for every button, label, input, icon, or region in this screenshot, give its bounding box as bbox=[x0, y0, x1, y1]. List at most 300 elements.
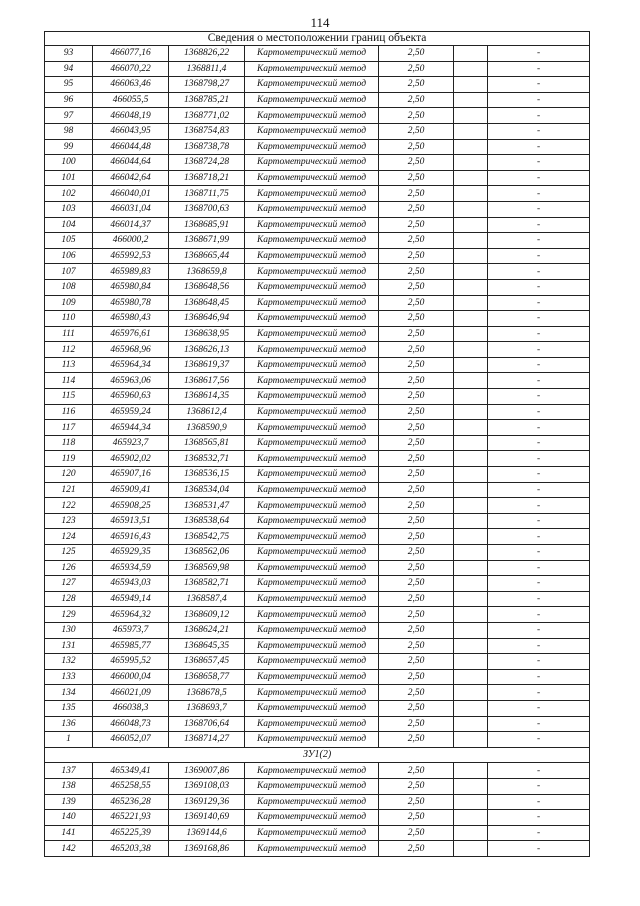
y-coordinate-cell: 1368771,02 bbox=[169, 108, 245, 124]
accuracy-cell: 2,50 bbox=[379, 560, 454, 576]
method-cell: Картометрический метод bbox=[245, 576, 379, 592]
note-cell: - bbox=[488, 420, 590, 436]
note-cell: - bbox=[488, 373, 590, 389]
table-row bbox=[45, 170, 590, 186]
point-number-cell: 122 bbox=[45, 498, 93, 514]
note-cell: - bbox=[488, 170, 590, 186]
extra-cell bbox=[454, 794, 488, 810]
table-row bbox=[45, 607, 590, 623]
note-cell: - bbox=[488, 326, 590, 342]
note-cell: - bbox=[488, 92, 590, 108]
y-coordinate-cell: 1368638,95 bbox=[169, 326, 245, 342]
note-cell: - bbox=[488, 529, 590, 545]
x-coordinate-cell: 465258,55 bbox=[93, 778, 169, 794]
extra-cell bbox=[454, 108, 488, 124]
table-row bbox=[45, 498, 590, 514]
method-cell: Картометрический метод bbox=[245, 716, 379, 732]
point-number-cell: 137 bbox=[45, 763, 93, 779]
accuracy-cell: 2,50 bbox=[379, 794, 454, 810]
y-coordinate-cell: 1368706,64 bbox=[169, 716, 245, 732]
y-coordinate-cell: 1368657,45 bbox=[169, 654, 245, 670]
extra-cell bbox=[454, 77, 488, 93]
y-coordinate-cell: 1368624,21 bbox=[169, 622, 245, 638]
x-coordinate-cell: 466063,46 bbox=[93, 77, 169, 93]
y-coordinate-cell: 1368648,56 bbox=[169, 279, 245, 295]
y-coordinate-cell: 1368542,75 bbox=[169, 529, 245, 545]
x-coordinate-cell: 465992,53 bbox=[93, 248, 169, 264]
extra-cell bbox=[454, 467, 488, 483]
extra-cell bbox=[454, 451, 488, 467]
boundary-table-body bbox=[45, 32, 590, 857]
method-cell: Картометрический метод bbox=[245, 186, 379, 202]
y-coordinate-cell: 1368538,64 bbox=[169, 513, 245, 529]
method-cell: Картометрический метод bbox=[245, 654, 379, 670]
x-coordinate-cell: 466052,07 bbox=[93, 732, 169, 748]
method-cell: Картометрический метод bbox=[245, 139, 379, 155]
x-coordinate-cell: 465995,52 bbox=[93, 654, 169, 670]
section-label: ЗУ1(2) bbox=[45, 747, 590, 763]
point-number-cell: 116 bbox=[45, 404, 93, 420]
point-number-cell: 111 bbox=[45, 326, 93, 342]
y-coordinate-cell: 1368569,98 bbox=[169, 560, 245, 576]
y-coordinate-cell: 1368785,21 bbox=[169, 92, 245, 108]
x-coordinate-cell: 465923,7 bbox=[93, 435, 169, 451]
y-coordinate-cell: 1369144,6 bbox=[169, 825, 245, 841]
extra-cell bbox=[454, 498, 488, 514]
section-row bbox=[45, 747, 590, 763]
extra-cell bbox=[454, 825, 488, 841]
method-cell: Картометрический метод bbox=[245, 326, 379, 342]
extra-cell bbox=[454, 716, 488, 732]
extra-cell bbox=[454, 435, 488, 451]
table-row bbox=[45, 357, 590, 373]
y-coordinate-cell: 1368612,4 bbox=[169, 404, 245, 420]
boundary-table bbox=[44, 31, 590, 857]
point-number-cell: 100 bbox=[45, 155, 93, 171]
accuracy-cell: 2,50 bbox=[379, 498, 454, 514]
accuracy-cell: 2,50 bbox=[379, 778, 454, 794]
extra-cell bbox=[454, 279, 488, 295]
y-coordinate-cell: 1368587,4 bbox=[169, 591, 245, 607]
note-cell: - bbox=[488, 700, 590, 716]
page-number: 114 bbox=[310, 15, 330, 30]
y-coordinate-cell: 1369007,86 bbox=[169, 763, 245, 779]
y-coordinate-cell: 1368798,27 bbox=[169, 77, 245, 93]
extra-cell bbox=[454, 61, 488, 77]
x-coordinate-cell: 465934,59 bbox=[93, 560, 169, 576]
y-coordinate-cell: 1368532,71 bbox=[169, 451, 245, 467]
note-cell: - bbox=[488, 576, 590, 592]
method-cell: Картометрический метод bbox=[245, 560, 379, 576]
point-number-cell: 121 bbox=[45, 482, 93, 498]
accuracy-cell: 2,50 bbox=[379, 61, 454, 77]
accuracy-cell: 2,50 bbox=[379, 155, 454, 171]
method-cell: Картометрический метод bbox=[245, 389, 379, 405]
extra-cell bbox=[454, 700, 488, 716]
method-cell: Картометрический метод bbox=[245, 342, 379, 358]
y-coordinate-cell: 1368754,83 bbox=[169, 123, 245, 139]
note-cell: - bbox=[488, 108, 590, 124]
extra-cell bbox=[454, 357, 488, 373]
note-cell: - bbox=[488, 685, 590, 701]
accuracy-cell: 2,50 bbox=[379, 591, 454, 607]
y-coordinate-cell: 1368565,81 bbox=[169, 435, 245, 451]
y-coordinate-cell: 1368648,45 bbox=[169, 295, 245, 311]
accuracy-cell: 2,50 bbox=[379, 373, 454, 389]
table-row bbox=[45, 467, 590, 483]
table-row bbox=[45, 264, 590, 280]
table-row bbox=[45, 685, 590, 701]
table-row bbox=[45, 311, 590, 327]
extra-cell bbox=[454, 248, 488, 264]
x-coordinate-cell: 465236,28 bbox=[93, 794, 169, 810]
extra-cell bbox=[454, 233, 488, 249]
table-row bbox=[45, 389, 590, 405]
table-title-row bbox=[45, 32, 590, 46]
note-cell: - bbox=[488, 264, 590, 280]
point-number-cell: 123 bbox=[45, 513, 93, 529]
y-coordinate-cell: 1369168,86 bbox=[169, 841, 245, 857]
method-cell: Картометрический метод bbox=[245, 435, 379, 451]
note-cell: - bbox=[488, 607, 590, 623]
method-cell: Картометрический метод bbox=[245, 311, 379, 327]
note-cell: - bbox=[488, 794, 590, 810]
extra-cell bbox=[454, 763, 488, 779]
point-number-cell: 126 bbox=[45, 560, 93, 576]
method-cell: Картометрический метод bbox=[245, 841, 379, 857]
method-cell: Картометрический метод bbox=[245, 108, 379, 124]
note-cell: - bbox=[488, 248, 590, 264]
accuracy-cell: 2,50 bbox=[379, 357, 454, 373]
note-cell: - bbox=[488, 201, 590, 217]
accuracy-cell: 2,50 bbox=[379, 576, 454, 592]
x-coordinate-cell: 465980,78 bbox=[93, 295, 169, 311]
point-number-cell: 130 bbox=[45, 622, 93, 638]
point-number-cell: 125 bbox=[45, 545, 93, 561]
table-row bbox=[45, 513, 590, 529]
accuracy-cell: 2,50 bbox=[379, 248, 454, 264]
x-coordinate-cell: 466014,37 bbox=[93, 217, 169, 233]
method-cell: Картометрический метод bbox=[245, 467, 379, 483]
method-cell: Картометрический метод bbox=[245, 513, 379, 529]
table-row bbox=[45, 529, 590, 545]
method-cell: Картометрический метод bbox=[245, 451, 379, 467]
x-coordinate-cell: 465913,51 bbox=[93, 513, 169, 529]
table-row bbox=[45, 201, 590, 217]
x-coordinate-cell: 465976,61 bbox=[93, 326, 169, 342]
point-number-cell: 102 bbox=[45, 186, 93, 202]
note-cell: - bbox=[488, 810, 590, 826]
table-row bbox=[45, 778, 590, 794]
accuracy-cell: 2,50 bbox=[379, 451, 454, 467]
extra-cell bbox=[454, 201, 488, 217]
y-coordinate-cell: 1368665,44 bbox=[169, 248, 245, 264]
extra-cell bbox=[454, 311, 488, 327]
extra-cell bbox=[454, 155, 488, 171]
extra-cell bbox=[454, 669, 488, 685]
method-cell: Картометрический метод bbox=[245, 529, 379, 545]
y-coordinate-cell: 1368724,28 bbox=[169, 155, 245, 171]
x-coordinate-cell: 466043,95 bbox=[93, 123, 169, 139]
note-cell: - bbox=[488, 342, 590, 358]
y-coordinate-cell: 1368671,99 bbox=[169, 233, 245, 249]
table-row bbox=[45, 233, 590, 249]
x-coordinate-cell: 466040,01 bbox=[93, 186, 169, 202]
x-coordinate-cell: 466055,5 bbox=[93, 92, 169, 108]
accuracy-cell: 2,50 bbox=[379, 545, 454, 561]
accuracy-cell: 2,50 bbox=[379, 638, 454, 654]
note-cell: - bbox=[488, 732, 590, 748]
note-cell: - bbox=[488, 123, 590, 139]
table-row bbox=[45, 295, 590, 311]
table-row bbox=[45, 92, 590, 108]
extra-cell bbox=[454, 482, 488, 498]
extra-cell bbox=[454, 685, 488, 701]
accuracy-cell: 2,50 bbox=[379, 186, 454, 202]
point-number-cell: 141 bbox=[45, 825, 93, 841]
x-coordinate-cell: 465968,96 bbox=[93, 342, 169, 358]
table-row bbox=[45, 217, 590, 233]
point-number-cell: 106 bbox=[45, 248, 93, 264]
note-cell: - bbox=[488, 545, 590, 561]
extra-cell bbox=[454, 591, 488, 607]
accuracy-cell: 2,50 bbox=[379, 264, 454, 280]
x-coordinate-cell: 465973,7 bbox=[93, 622, 169, 638]
table-row bbox=[45, 46, 590, 62]
note-cell: - bbox=[488, 669, 590, 685]
accuracy-cell: 2,50 bbox=[379, 389, 454, 405]
table-row bbox=[45, 373, 590, 389]
y-coordinate-cell: 1368685,91 bbox=[169, 217, 245, 233]
extra-cell bbox=[454, 170, 488, 186]
point-number-cell: 142 bbox=[45, 841, 93, 857]
y-coordinate-cell: 1368738,78 bbox=[169, 139, 245, 155]
method-cell: Картометрический метод bbox=[245, 295, 379, 311]
extra-cell bbox=[454, 841, 488, 857]
method-cell: Картометрический метод bbox=[245, 373, 379, 389]
extra-cell bbox=[454, 46, 488, 62]
y-coordinate-cell: 1368693,7 bbox=[169, 700, 245, 716]
extra-cell bbox=[454, 420, 488, 436]
x-coordinate-cell: 466048,73 bbox=[93, 716, 169, 732]
accuracy-cell: 2,50 bbox=[379, 279, 454, 295]
table-row bbox=[45, 279, 590, 295]
extra-cell bbox=[454, 607, 488, 623]
accuracy-cell: 2,50 bbox=[379, 607, 454, 623]
method-cell: Картометрический метод bbox=[245, 46, 379, 62]
x-coordinate-cell: 466021,09 bbox=[93, 685, 169, 701]
y-coordinate-cell: 1368645,35 bbox=[169, 638, 245, 654]
x-coordinate-cell: 466044,48 bbox=[93, 139, 169, 155]
point-number-cell: 115 bbox=[45, 389, 93, 405]
method-cell: Картометрический метод bbox=[245, 591, 379, 607]
table-row bbox=[45, 451, 590, 467]
note-cell: - bbox=[488, 622, 590, 638]
method-cell: Картометрический метод bbox=[245, 201, 379, 217]
method-cell: Картометрический метод bbox=[245, 248, 379, 264]
method-cell: Картометрический метод bbox=[245, 685, 379, 701]
note-cell: - bbox=[488, 404, 590, 420]
extra-cell bbox=[454, 123, 488, 139]
x-coordinate-cell: 465907,16 bbox=[93, 467, 169, 483]
accuracy-cell: 2,50 bbox=[379, 810, 454, 826]
table-row bbox=[45, 576, 590, 592]
point-number-cell: 110 bbox=[45, 311, 93, 327]
point-number-cell: 136 bbox=[45, 716, 93, 732]
accuracy-cell: 2,50 bbox=[379, 404, 454, 420]
accuracy-cell: 2,50 bbox=[379, 700, 454, 716]
note-cell: - bbox=[488, 311, 590, 327]
accuracy-cell: 2,50 bbox=[379, 342, 454, 358]
point-number-cell: 124 bbox=[45, 529, 93, 545]
y-coordinate-cell: 1369140,69 bbox=[169, 810, 245, 826]
method-cell: Картометрический метод bbox=[245, 545, 379, 561]
y-coordinate-cell: 1368826,22 bbox=[169, 46, 245, 62]
accuracy-cell: 2,50 bbox=[379, 513, 454, 529]
accuracy-cell: 2,50 bbox=[379, 217, 454, 233]
y-coordinate-cell: 1368619,37 bbox=[169, 357, 245, 373]
extra-cell bbox=[454, 342, 488, 358]
x-coordinate-cell: 465916,43 bbox=[93, 529, 169, 545]
accuracy-cell: 2,50 bbox=[379, 108, 454, 124]
accuracy-cell: 2,50 bbox=[379, 123, 454, 139]
extra-cell bbox=[454, 732, 488, 748]
method-cell: Картометрический метод bbox=[245, 482, 379, 498]
method-cell: Картометрический метод bbox=[245, 233, 379, 249]
table-row bbox=[45, 638, 590, 654]
table-row bbox=[45, 326, 590, 342]
point-number-cell: 138 bbox=[45, 778, 93, 794]
method-cell: Картометрический метод bbox=[245, 92, 379, 108]
x-coordinate-cell: 465944,34 bbox=[93, 420, 169, 436]
accuracy-cell: 2,50 bbox=[379, 669, 454, 685]
accuracy-cell: 2,50 bbox=[379, 763, 454, 779]
method-cell: Картометрический метод bbox=[245, 669, 379, 685]
table-row bbox=[45, 123, 590, 139]
y-coordinate-cell: 1368646,94 bbox=[169, 311, 245, 327]
point-number-cell: 134 bbox=[45, 685, 93, 701]
method-cell: Картометрический метод bbox=[245, 732, 379, 748]
extra-cell bbox=[454, 264, 488, 280]
point-number-cell: 119 bbox=[45, 451, 93, 467]
extra-cell bbox=[454, 622, 488, 638]
point-number-cell: 114 bbox=[45, 373, 93, 389]
note-cell: - bbox=[488, 389, 590, 405]
extra-cell bbox=[454, 513, 488, 529]
note-cell: - bbox=[488, 186, 590, 202]
accuracy-cell: 2,50 bbox=[379, 77, 454, 93]
note-cell: - bbox=[488, 435, 590, 451]
table-row bbox=[45, 654, 590, 670]
table-row bbox=[45, 108, 590, 124]
table-title: Сведения о местоположении границ объекта bbox=[45, 32, 590, 46]
method-cell: Картометрический метод bbox=[245, 778, 379, 794]
y-coordinate-cell: 1368534,04 bbox=[169, 482, 245, 498]
method-cell: Картометрический метод bbox=[245, 420, 379, 436]
table-row bbox=[45, 420, 590, 436]
table-row bbox=[45, 155, 590, 171]
method-cell: Картометрический метод bbox=[245, 638, 379, 654]
note-cell: - bbox=[488, 560, 590, 576]
y-coordinate-cell: 1368711,75 bbox=[169, 186, 245, 202]
point-number-cell: 140 bbox=[45, 810, 93, 826]
table-row bbox=[45, 622, 590, 638]
y-coordinate-cell: 1368614,35 bbox=[169, 389, 245, 405]
note-cell: - bbox=[488, 825, 590, 841]
note-cell: - bbox=[488, 498, 590, 514]
y-coordinate-cell: 1368562,06 bbox=[169, 545, 245, 561]
table-row bbox=[45, 560, 590, 576]
point-number-cell: 120 bbox=[45, 467, 93, 483]
accuracy-cell: 2,50 bbox=[379, 233, 454, 249]
point-number-cell: 118 bbox=[45, 435, 93, 451]
x-coordinate-cell: 465225,39 bbox=[93, 825, 169, 841]
table-row bbox=[45, 763, 590, 779]
table-row bbox=[45, 810, 590, 826]
extra-cell bbox=[454, 529, 488, 545]
note-cell: - bbox=[488, 357, 590, 373]
extra-cell bbox=[454, 326, 488, 342]
note-cell: - bbox=[488, 61, 590, 77]
note-cell: - bbox=[488, 295, 590, 311]
method-cell: Картометрический метод bbox=[245, 825, 379, 841]
x-coordinate-cell: 465349,41 bbox=[93, 763, 169, 779]
accuracy-cell: 2,50 bbox=[379, 46, 454, 62]
extra-cell bbox=[454, 545, 488, 561]
x-coordinate-cell: 465929,35 bbox=[93, 545, 169, 561]
point-number-cell: 104 bbox=[45, 217, 93, 233]
table-row bbox=[45, 61, 590, 77]
point-number-cell: 117 bbox=[45, 420, 93, 436]
accuracy-cell: 2,50 bbox=[379, 622, 454, 638]
point-number-cell: 129 bbox=[45, 607, 93, 623]
x-coordinate-cell: 465902,02 bbox=[93, 451, 169, 467]
y-coordinate-cell: 1368626,13 bbox=[169, 342, 245, 358]
table-row bbox=[45, 794, 590, 810]
extra-cell bbox=[454, 638, 488, 654]
y-coordinate-cell: 1368617,56 bbox=[169, 373, 245, 389]
x-coordinate-cell: 465980,84 bbox=[93, 279, 169, 295]
note-cell: - bbox=[488, 591, 590, 607]
table-row bbox=[45, 700, 590, 716]
table-row bbox=[45, 482, 590, 498]
point-number-cell: 98 bbox=[45, 123, 93, 139]
accuracy-cell: 2,50 bbox=[379, 420, 454, 436]
y-coordinate-cell: 1368582,71 bbox=[169, 576, 245, 592]
accuracy-cell: 2,50 bbox=[379, 295, 454, 311]
x-coordinate-cell: 465949,14 bbox=[93, 591, 169, 607]
y-coordinate-cell: 1369129,36 bbox=[169, 794, 245, 810]
y-coordinate-cell: 1368609,12 bbox=[169, 607, 245, 623]
extra-cell bbox=[454, 373, 488, 389]
method-cell: Картометрический метод bbox=[245, 123, 379, 139]
table-row bbox=[45, 669, 590, 685]
extra-cell bbox=[454, 389, 488, 405]
extra-cell bbox=[454, 295, 488, 311]
accuracy-cell: 2,50 bbox=[379, 732, 454, 748]
note-cell: - bbox=[488, 279, 590, 295]
x-coordinate-cell: 466070,22 bbox=[93, 61, 169, 77]
method-cell: Картометрический метод bbox=[245, 763, 379, 779]
method-cell: Картометрический метод bbox=[245, 622, 379, 638]
point-number-cell: 135 bbox=[45, 700, 93, 716]
y-coordinate-cell: 1368658,77 bbox=[169, 669, 245, 685]
accuracy-cell: 2,50 bbox=[379, 326, 454, 342]
point-number-cell: 139 bbox=[45, 794, 93, 810]
method-cell: Картометрический метод bbox=[245, 810, 379, 826]
accuracy-cell: 2,50 bbox=[379, 716, 454, 732]
method-cell: Картометрический метод bbox=[245, 264, 379, 280]
